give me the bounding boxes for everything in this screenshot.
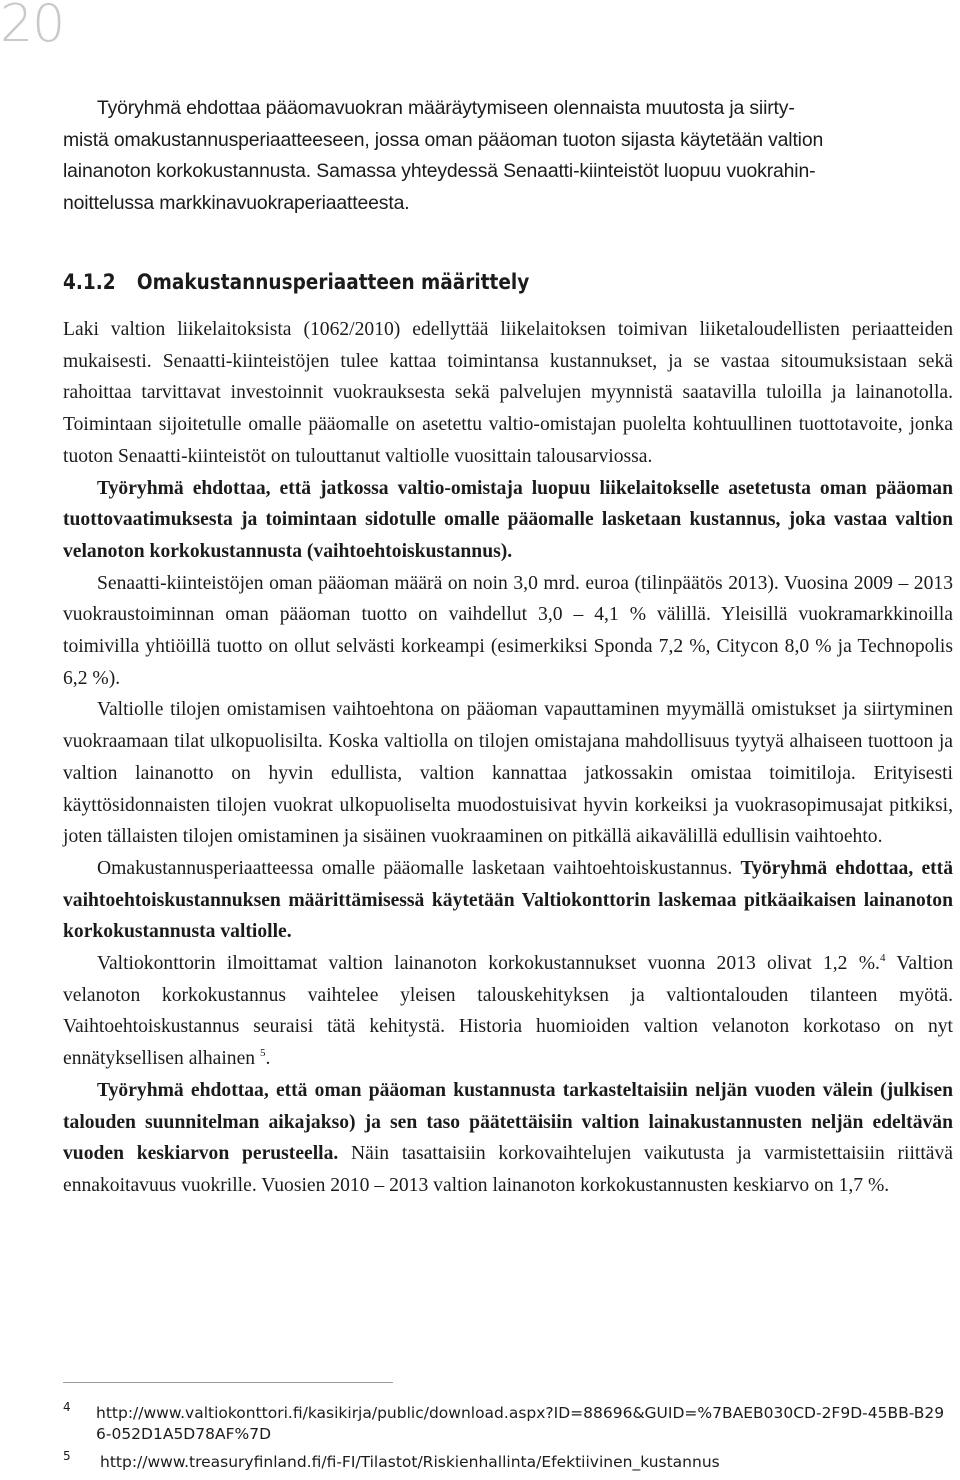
paragraph-5: [63, 853, 953, 948]
section-heading: [63, 270, 529, 294]
footnote-link[interactable]: http://www.valtiokonttori.fi/kasikirja/public/download.aspx?ID=88696&GUID=%7BAEB030CD-2F9D-45BB-B296-052D1A5D78AF%7D: [96, 1404, 945, 1443]
paragraph-6: [63, 948, 953, 1075]
footnote-4: [63, 1400, 953, 1445]
section-number: 4.1.2: [63, 270, 116, 294]
footnote-link[interactable]: http://www.treasuryfinland.fi/fi-FI/Tilastot/Riskienhallinta/Efektiivinen_kustannus: [100, 1453, 720, 1471]
paragraph-6-text-c: .: [265, 1048, 271, 1070]
paragraph-3: Senaatti-kiinteistöjen oman pääoman määrä on noin 3,0 mrd. euroa (tilinpäätös 2013). Vuosina 2009 – 2013 vuokraustoiminnan oman pääoman tuotto on vaihdellut 3,0 – 4,1 % välillä. Yleisillä vuokramarkkinoilla toimivilla yhtiöillä tuotto on ollut selvästi korkeampi (esimerkiksi Sponda 7,2 %, Citycon 8,0 % ja Technopolis 6,2 %).: [63, 572, 953, 689]
intro-paragraph: [63, 93, 953, 220]
paragraph-5-proposal: Työryhmä ehdottaa, että vaihtoehtoiskustannuksen määrittämisessä käytetään Valtiokonttorin laskemaa pitkäaikaisen lainanoton korkokustannusta valtiolle.: [63, 857, 953, 943]
intro-line: lainanoton korkokustannusta. Samassa yhteydessä Senaatti-kiinteistöt luopuu vuokrahin-: [63, 160, 816, 183]
paragraph-1: Laki valtion liikelaitoksista (1062/2010) edellyttää liikelaitoksen toimivan liiketaloudellisten periaatteiden mukaisesti. Senaatti-kiinteistöjen tulee kattaa toimintansa kustannukset, ja se vastaa sitoumuksistaan sekä rahoittaa tarvittavat investoinnit vuokrauksesta sekä palvelujen myynnistä saatavilla tuloilla ja lainanotolla. Toimintaan sijoitetulle omalle pääomalle on asetettu valtio-omistajan puolelta kohtuullinen tuottotavoite, jonka tuoton Senaatti-kiinteistöt on tulouttanut valtiolle vuosittain talousarviossa.: [63, 319, 953, 467]
section-title: Omakustannusperiaatteen määrittely: [136, 270, 530, 294]
body-text: [63, 314, 953, 1202]
paragraph-7: [63, 1075, 953, 1202]
paragraph-7-text: Näin tasattaisiin korkovaihtelujen vaikutusta ja varmistettaisiin riittävä ennakoitavuus vuokrille. Vuosien 2010 – 2013 valtion lainanoton korkokustannusten keskiarvo on 1,7 %.: [63, 1143, 953, 1196]
footnote-5: [63, 1449, 953, 1473]
paragraph-4: Valtiolle tilojen omistamisen vaihtoehtona on pääoman vapauttaminen myymällä omistukset ja siirtyminen vuokraamaan tilat ulkopuolisilta. Koska valtiolla on tilojen omistajana mahdollisuus tyytyä alhaiseen tuottoon ja valtion lainanotto on hyvin edullista, valtion kannattaa jatkossakin omistaa toimitiloja. Erityisesti käyttösidonnaisten tilojen vuokrat ulkopuoliselta muodostuisivat hyvin korkeiksi ja vuokrasopimusajat pitkiksi, joten tällaisten tilojen omistaminen ja sisäinen vuokraaminen on pitkällä aikavälillä edullisin vaihtoehto.: [63, 699, 953, 848]
paragraph-6-text-b: Valtion velanoton korkokustannus vaihtelee yleisen talouskehityksen ja valtiontalouden tilanteen myötä. Vaihtoehtoiskustannus seuraisi tätä kehitystä. Historia huomioiden valtion velanoton korkotaso on nyt ennätyksellisen alhainen: [63, 953, 953, 1070]
paragraph-7-proposal: Työryhmä ehdottaa, että oman pääoman kustannusta tarkasteltaisiin neljän vuoden välein (julkisen talouden suunnitelman aikajakso) ja sen taso päätettäisiin valtion lainakustannusten neljän edeltävän vuoden keskiarvon perusteella.: [63, 1079, 953, 1165]
footnote-ref-5[interactable]: 5: [259, 1047, 266, 1060]
paragraph-5-text: Omakustannusperiaatteessa omalle pääomalle lasketaan vaihtoehtoiskustannus.: [97, 857, 741, 879]
footnote-divider: [63, 1382, 393, 1383]
footnote-marker: 5: [63, 1449, 71, 1463]
intro-line: noittelussa markkinavuokraperiaatteesta.: [63, 192, 410, 215]
intro-line: Työryhmä ehdottaa pääomavuokran määräytymiseen olennaista muutosta ja siirty-: [97, 97, 795, 119]
footnote-marker: 4: [63, 1400, 71, 1414]
intro-line: mistä omakustannusperiaatteeseen, jossa oman pääoman tuoton sijasta käytetään valtion: [63, 128, 824, 151]
paragraph-6-text-a: Valtiokonttorin ilmoittamat valtion lainanoton korkokustannukset vuonna 2013 olivat 1,2 %.: [97, 953, 880, 975]
paragraph-2: Työryhmä ehdottaa, että jatkossa valtio-omistaja luopuu liikelaitokselle asetetusta oman pääoman tuottovaatimuksesta ja toimintaan sidotulle omalle pääomalle lasketaan kustannus, joka vastaa valtion velanoton korkokustannusta (vaihtoehtoiskustannus).: [63, 477, 953, 562]
page-number: 20: [0, 0, 65, 54]
footnote-ref-4[interactable]: 4: [879, 952, 886, 965]
